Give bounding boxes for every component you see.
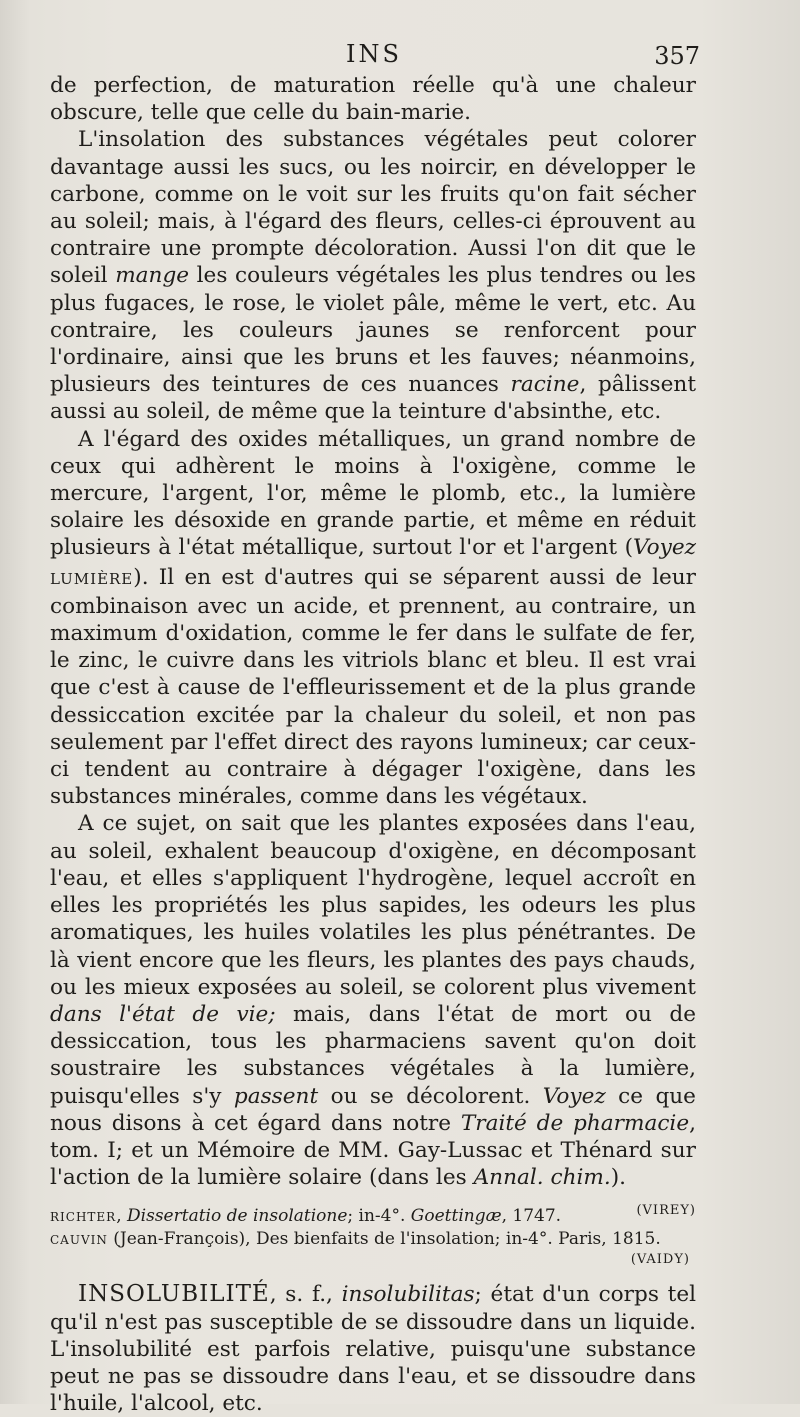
p4-text-e: ou se décolorent. <box>318 1083 543 1109</box>
p4-text-g: ce que nous disons à cet égard dans notre <box>50 1083 696 1136</box>
reference-place: Goettingæ <box>410 1206 502 1227</box>
reference-text: , <box>116 1206 128 1227</box>
p3-text-a: A l'égard des oxides métalliques, un grand nombre de ceux qui adhèrent le moins à l'oxigène, comme le mercure, l'argent, l'or, même le plomb, etc., la lumière solaire les désoxide en grande partie, et même en réduit plusieurs à l'état métallique, surtout l'or et l'argent ( <box>50 426 696 561</box>
p4-italic-voyez: Voyez <box>542 1083 606 1109</box>
p3-text-d: ). Il en est d'autres qui se séparent aussi de leur combinaison avec un acide, et prennent, au contraire, un maximum d'oxidation, comme le fer dans le sulfate de fer, le zinc, le cuivre dans les vitriols blanc et bleu. Il est vrai que c'est à cause de l'effleurissement et de la plus grande dessiccation excitée par la chaleur du soleil, et non pas seulement par l'effet direct des rayons lumineux; car ceux-ci tendent au contraire à dégager l'oxigène, dans les substances minérales, comme dans les végétaux. <box>50 564 696 810</box>
reference-author: CAUVIN <box>50 1233 108 1248</box>
paragraph-2 <box>50 126 696 425</box>
entry-headword: INSOLUBILITÉ <box>78 1281 270 1308</box>
p4-italic-traite: Traité de pharmacie <box>460 1110 690 1136</box>
p4-text-c: mais, dans l'état de mort ou de dessiccation, tous les pharmaciens savent qu'on doit soustraire les substances végétales à la lumière, puisqu'elles s'y <box>50 1001 696 1109</box>
entry-text: ; état d'un corps tel qu'il n'est pas susceptible de se dissoudre dans un liquide. L'insolubilité est parfois relative, puisqu'une substance peut ne pas se dissoudre dans l'eau, et se dissoudre dans l'huile, l'alcool, etc. <box>50 1282 696 1417</box>
p4-italic-annal: Annal. chim. <box>473 1165 611 1191</box>
reference-text: ; in-4°. <box>347 1206 411 1227</box>
entry-text: , s. f., <box>269 1282 342 1308</box>
author-signature-virey: (VIREY) <box>636 1203 696 1219</box>
dictionary-entry-insolubilite <box>50 1281 696 1417</box>
p4-text-i: , tom. I; et un Mémoire de MM. Gay-Lussac et Thénard sur l'action de la lumière solaire (dans les <box>50 1110 696 1191</box>
p2-text-c: les couleurs végétales les plus tendres ou les plus fugaces, le rose, le violet pâle, même le vert, etc. Au contraire, les couleurs jaunes se renforcent pour l'ordinaire, ainsi que les bruns et les fauves; néanmoins, plusieurs des teintures de ces nuances <box>50 263 697 398</box>
page-body <box>50 72 696 1417</box>
p2-italic-mange: mange <box>115 263 190 289</box>
reference-text: (Jean-François), Des bienfaits de l'insolation; in-4°. Paris, 1815. <box>107 1229 661 1250</box>
p4-text-k: ). <box>610 1165 627 1191</box>
p3-italic-voyez: Voyez <box>633 535 696 561</box>
author-signature-vaidy: (VAIDY) <box>630 1252 690 1268</box>
p4-text-a: A ce sujet, on sait que les plantes exposées dans l'eau, au soleil, exhalent beaucoup d'oxigène, en décomposant l'eau, et elles s'appliquent l'hydrogène, lequel accroît en elles les propriétés les plus sapides, les odeurs les plus aromatiques, les huiles volatiles les plus pénétrantes. De là vient encore que les fleurs, les plantes des pays chauds, ou les mieux exposées au soleil, se colorent plus vivement <box>50 811 696 1000</box>
page-number: 357 <box>654 42 700 70</box>
p2-italic-racine: racine <box>510 372 580 398</box>
reference-author: RICHTER <box>50 1210 117 1225</box>
page-header <box>48 40 700 74</box>
entry-latin: insolubilitas <box>341 1282 475 1308</box>
p3-smallcaps-lumiere: LUMIÈRE <box>50 569 134 588</box>
p2-text-e: , pâlissent aussi au soleil, de même que la teinture d'absinthe, etc. <box>50 372 697 425</box>
p4-italic-etat-de-vie: dans l'état de vie; <box>50 1001 276 1027</box>
p2-text-a: L'insolation des substances végétales peut colorer davantage aussi les sucs, ou les noircir, en développer le carbone, comme on le voit sur les fruits qu'on fait sécher au soleil; mais, à l'égard des fleurs, celles-ci éprouvent au contraire une prompte décoloration. Aussi l'on dit que le soleil <box>50 127 696 289</box>
reference-richter <box>50 1205 696 1228</box>
paragraph-3 <box>50 426 696 811</box>
reference-text: , 1747. <box>501 1206 562 1227</box>
reference-title: Dissertatio de insolatione <box>127 1206 348 1227</box>
reference-cauvin <box>50 1228 696 1251</box>
paragraph-1: de perfection, de maturation réelle qu'à une chaleur obscure, telle que celle du bain-marie. <box>50 73 696 126</box>
running-head: INS <box>346 40 402 68</box>
p4-italic-passent: passent <box>233 1083 319 1109</box>
bibliography <box>50 1205 696 1269</box>
